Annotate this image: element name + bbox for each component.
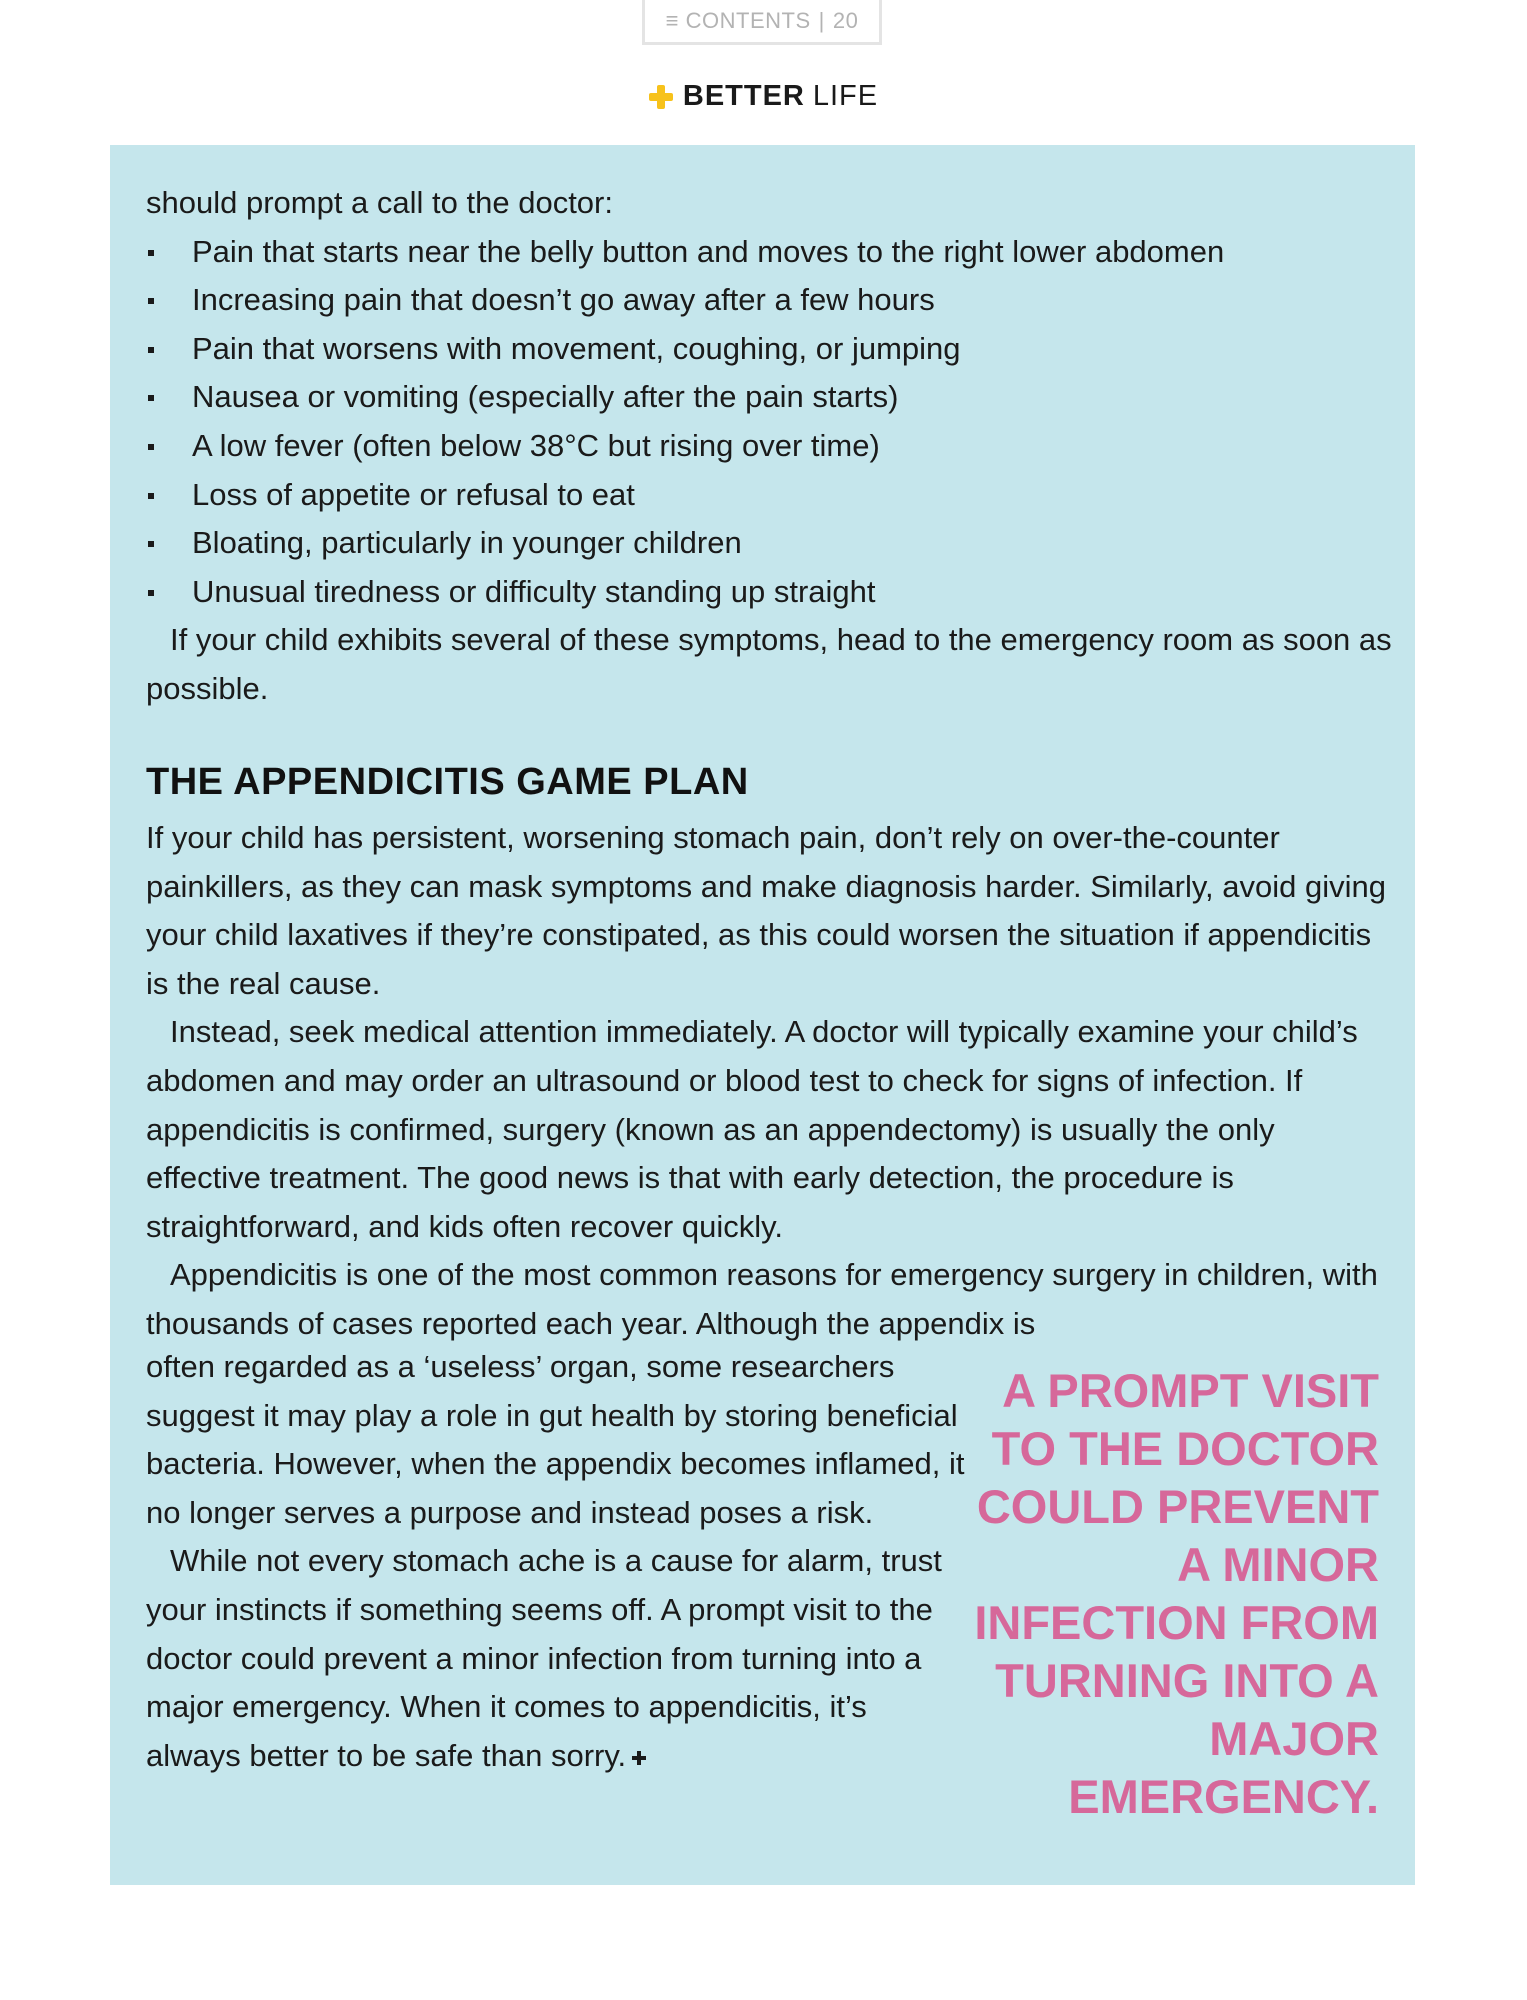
symptom-item: Nausea or vomiting (especially after the pain starts) (146, 373, 1396, 422)
symptom-item: Unusual tiredness or difficulty standing up straight (146, 568, 1396, 617)
wrapped-column (146, 1343, 966, 1780)
paragraph: If your child has persistent, worsening stomach pain, don’t rely on over-the-counter painkillers, as they can mask symptoms and make diagnosis harder. Similarly, avoid giving your child laxatives if they’re constipated, as this could worsen the situation if appendicitis is the real cause. (146, 820, 1386, 1001)
symptom-item: Pain that starts near the belly button and moves to the right lower abdomen (146, 228, 1396, 277)
symptom-item: Pain that worsens with movement, coughing, or jumping (146, 325, 1396, 374)
divider: | (818, 8, 825, 33)
paragraph: Appendicitis is one of the most common reasons for emergency surgery in children, with thousands of cases reported each year. Although the appendix is (146, 1257, 1378, 1341)
intro-closing: If your child exhibits several of these symptoms, head to the emergency room as soon as possible. (146, 622, 1392, 706)
symptom-list (146, 228, 1396, 617)
section-name-bold: BETTER (682, 80, 805, 112)
game-plan-body (146, 814, 1396, 1349)
symptoms-section (146, 179, 1396, 714)
section-tag (0, 80, 1527, 113)
final-paragraph-text: While not every stomach ache is a cause for alarm, trust your instincts if something seems off. A prompt visit to the doctor could prevent a minor infection from turning into a major emergency. When it comes to appendicitis, it’s always better to be safe than sorry. (146, 1543, 942, 1773)
article-panel (110, 145, 1415, 1885)
paragraph-continued: often regarded as a ‘useless’ organ, some researchers suggest it may play a role in gut health by storing beneficial bacteria. However, when the appendix becomes inflamed, it no longer serves a purpose and instead poses a risk. (146, 1349, 965, 1530)
symptom-item: Increasing pain that doesn’t go away after a few hours (146, 276, 1396, 325)
final-paragraph (146, 1537, 966, 1780)
end-mark-icon (632, 1751, 646, 1765)
pull-quote: A PROMPT VISIT TO THE DOCTOR COULD PREVENT A MINOR INFECTION FROM TURNING INTO A MAJOR EMERGENCY. (974, 1364, 1379, 1823)
symptom-item: A low fever (often below 38°C but rising over time) (146, 422, 1396, 471)
page-number: 20 (832, 8, 859, 33)
section-name-light: LIFE (812, 80, 879, 112)
contents-label: ≡ CONTENTS (665, 8, 811, 33)
paragraph: Instead, seek medical attention immediately. A doctor will typically examine your child’s abdomen and may order an ultrasound or blood test to check for signs of infection. If appendicitis is confirmed, surgery (known as an appendectomy) is usually the only effective treatment. The good news is that with early detection, the procedure is straightforward, and kids often recover quickly. (146, 1014, 1358, 1244)
intro-lead: should prompt a call to the doctor: (146, 185, 613, 220)
section-heading: THE APPENDICITIS GAME PLAN (146, 761, 749, 803)
plus-icon (649, 85, 673, 109)
symptom-item: Loss of appetite or refusal to eat (146, 471, 1396, 520)
symptom-item: Bloating, particularly in younger children (146, 519, 1396, 568)
contents-tab[interactable] (642, 0, 882, 45)
